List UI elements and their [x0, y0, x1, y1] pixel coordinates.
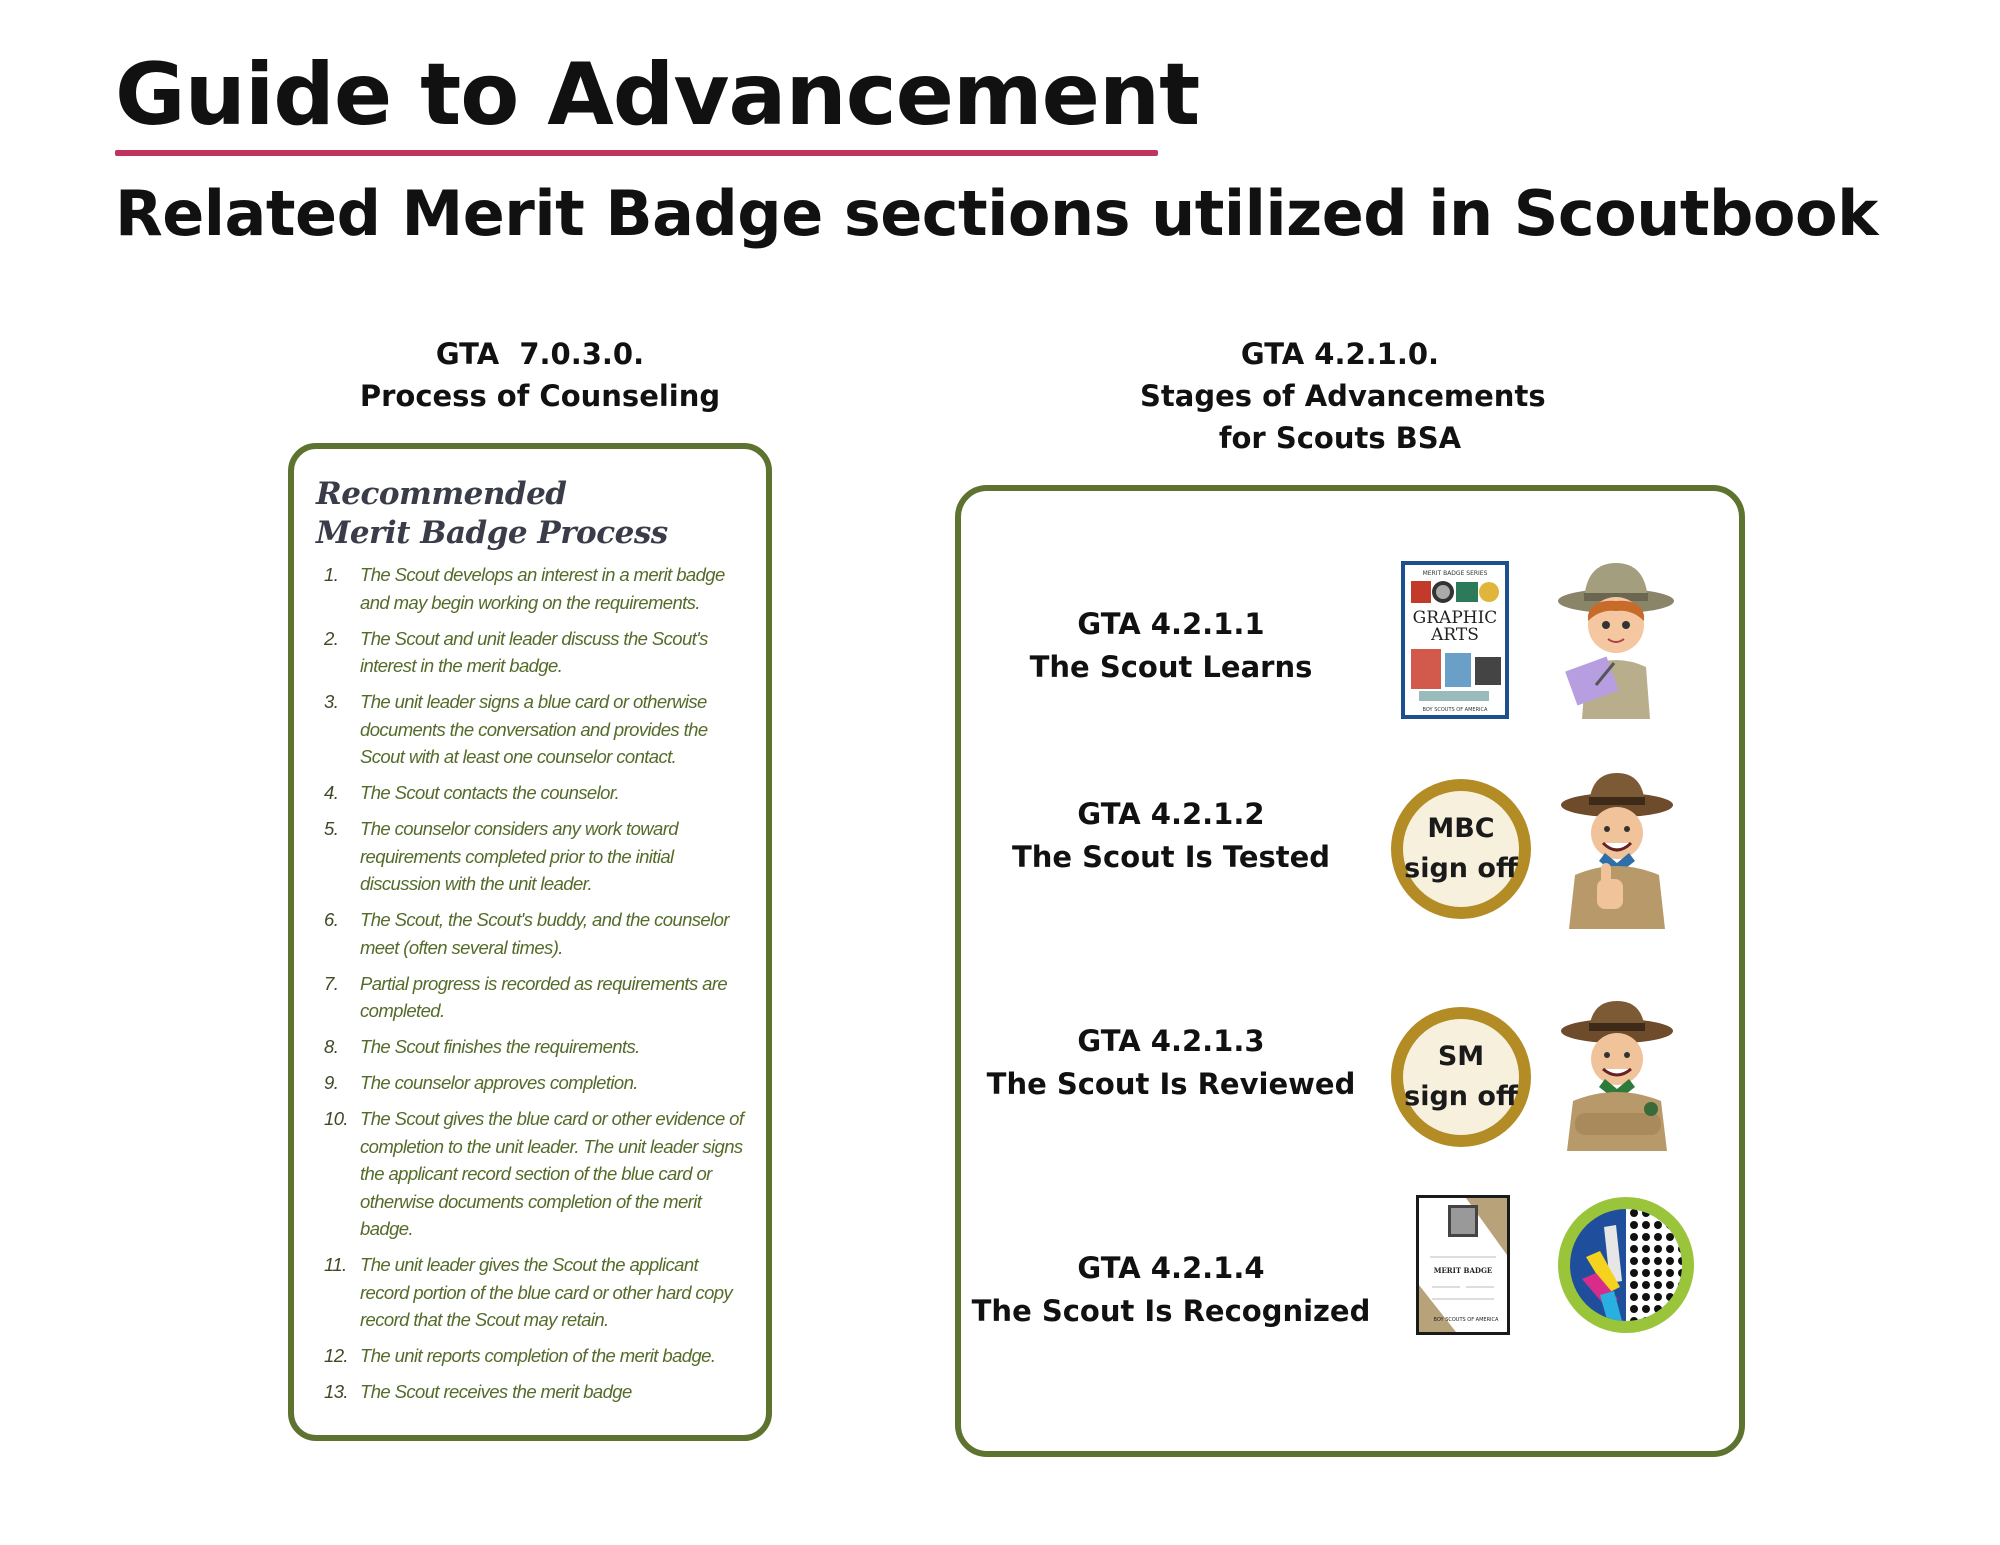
list-item	[316, 779, 748, 807]
right-heading-code: GTA 4.2.1.0.	[1240, 337, 1440, 371]
right-heading-subtitle: for Scouts BSA	[1218, 421, 1462, 455]
step-text: The unit leader signs a blue card or otherwise documents the conversation and provides the Scout with at least one counselor contact.	[360, 691, 708, 767]
card-title-line1: Recommended	[316, 476, 567, 512]
mbc-signoff-badge	[1391, 779, 1531, 919]
step-text: The unit leader gives the Scout the applicant record portion of the blue card or other hard copy record that the Scout may retain.	[360, 1254, 733, 1330]
list-item	[316, 561, 748, 616]
stage-recognized	[961, 1247, 1381, 1333]
left-heading-code: GTA 7.0.3.0.	[435, 337, 645, 371]
merit-badge-process-card	[288, 443, 772, 1441]
step-text: The Scout develops an interest in a merit badge and may begin working on the requirements.	[360, 564, 725, 613]
merit-badge-certificate-image	[1416, 1195, 1510, 1335]
badge-line2: sign off	[1404, 1081, 1518, 1112]
list-item	[316, 625, 748, 680]
step-number: 12.	[324, 1345, 348, 1366]
page-title: Guide to Advancement	[115, 45, 1200, 145]
badge-line1: MBC	[1427, 813, 1495, 844]
step-number: 8.	[324, 1036, 339, 1057]
title-underline	[115, 150, 1158, 156]
step-number: 9.	[324, 1072, 339, 1093]
step-number: 1.	[324, 564, 339, 585]
step-number: 10.	[324, 1108, 348, 1129]
stage-name: The Scout Is Recognized	[971, 1294, 1371, 1328]
list-item	[316, 1342, 748, 1370]
stage-code: GTA 4.2.1.2	[1077, 797, 1265, 831]
step-text: The Scout finishes the requirements.	[360, 1036, 640, 1057]
graphic-arts-merit-badge-icon	[1556, 1195, 1696, 1335]
step-text: The unit reports completion of the merit badge.	[360, 1345, 716, 1366]
advancement-stages-card	[955, 485, 1745, 1457]
step-text: The Scout, the Scout's buddy, and the counselor meet (often several times).	[360, 909, 729, 958]
list-item	[316, 1105, 748, 1243]
pamphlet-title-line1: GRAPHIC	[1412, 608, 1498, 628]
page-subtitle: Related Merit Badge sections utilized in Scoutbook	[115, 177, 1878, 250]
list-item	[316, 906, 748, 961]
step-text: The counselor considers any work toward requirements completed prior to the initial discussion with the unit leader.	[360, 818, 678, 894]
stage-name: The Scout Learns	[1029, 650, 1313, 684]
step-text: Partial progress is recorded as requirements are completed.	[360, 972, 728, 1021]
scout-arms-crossed-icon	[1559, 1001, 1677, 1151]
scout-writing-icon	[1556, 559, 1676, 719]
step-number: 13.	[324, 1381, 348, 1402]
step-number: 5.	[324, 818, 339, 839]
stage-learns	[961, 603, 1381, 689]
list-item	[316, 688, 748, 771]
right-column-heading	[1140, 333, 1546, 459]
list-item	[316, 815, 748, 898]
step-text: The Scout contacts the counselor.	[360, 782, 620, 803]
step-number: 6.	[324, 909, 339, 930]
badge-line1: SM	[1437, 1041, 1485, 1072]
step-number: 11.	[324, 1254, 347, 1275]
stage-name: The Scout Is Reviewed	[986, 1067, 1356, 1101]
certificate-label: MERIT BADGE	[1433, 1266, 1493, 1275]
card-title-line2: Merit Badge Process	[316, 515, 668, 551]
stage-code: GTA 4.2.1.3	[1077, 1024, 1265, 1058]
step-number: 4.	[324, 782, 339, 803]
step-number: 2.	[324, 627, 339, 649]
step-text: The Scout receives the merit badge	[360, 1381, 632, 1402]
graphic-arts-pamphlet-image	[1401, 561, 1509, 719]
process-steps-list	[316, 561, 748, 1406]
list-item	[316, 1069, 748, 1097]
right-heading-title: Stages of Advancements	[1140, 379, 1546, 413]
pamphlet-series: MERIT BADGE SERIES	[1422, 570, 1488, 577]
stage-code: GTA 4.2.1.1	[1077, 607, 1265, 641]
left-heading-title: Process of Counseling	[359, 379, 721, 413]
list-item	[316, 1033, 748, 1061]
list-item	[316, 1251, 748, 1334]
step-number: 7.	[324, 972, 339, 994]
stage-reviewed	[961, 1020, 1381, 1106]
sm-signoff-badge	[1391, 1007, 1531, 1147]
step-text: The counselor approves completion.	[360, 1072, 638, 1093]
stage-tested	[961, 793, 1381, 879]
list-item	[316, 970, 748, 1025]
pamphlet-title-line2: ARTS	[1431, 625, 1479, 645]
badge-line2: sign off	[1404, 853, 1518, 884]
step-text: The Scout gives the blue card or other evidence of completion to the unit leader. The unit leader signs the applicant record section of the blue card or otherwise documents completion of the merit badge.	[360, 1108, 744, 1239]
certificate-footer: BOY SCOUTS OF AMERICA	[1433, 1317, 1499, 1323]
card-title	[316, 475, 748, 553]
scout-thumbs-up-icon	[1559, 771, 1677, 929]
stage-name: The Scout Is Tested	[1011, 840, 1331, 874]
left-column-heading	[340, 333, 740, 417]
step-number: 3.	[324, 691, 339, 712]
list-item	[316, 1378, 748, 1406]
stage-code: GTA 4.2.1.4	[1077, 1251, 1265, 1285]
step-text: The Scout and unit leader discuss the Scout's interest in the merit badge.	[360, 627, 708, 676]
pamphlet-footer: BOY SCOUTS OF AMERICA	[1422, 707, 1488, 713]
